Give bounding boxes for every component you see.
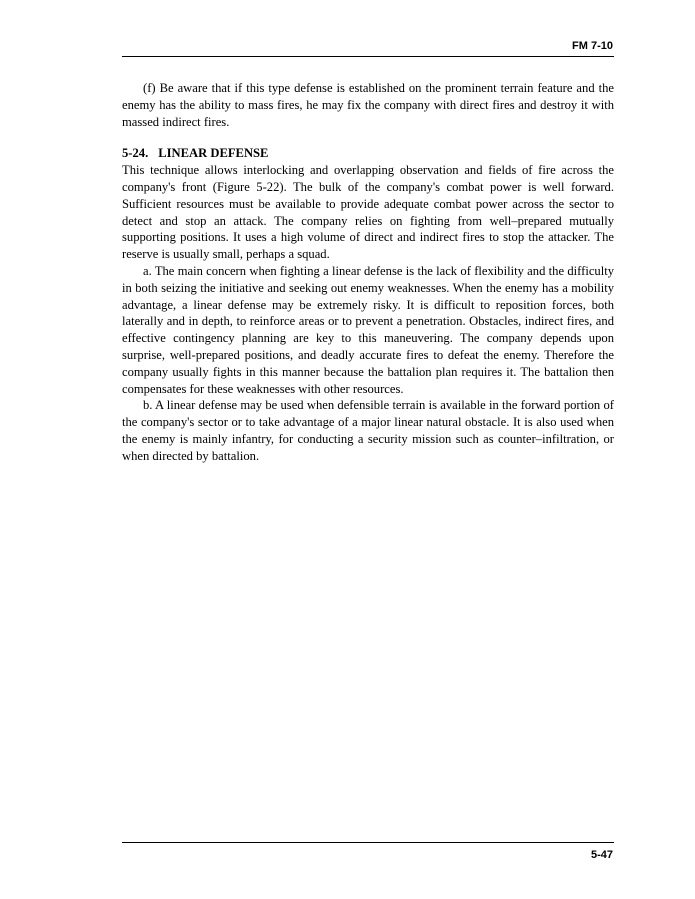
paragraph-a: a. The main concern when fighting a linear defense is the lack of flexibility and the difficulty in both seizing the initiative and seeking out enemy weaknesses. When the enemy has a mobility advantage, a linear defense may be extremely risky. It is difficult to reposition forces, both laterally and in depth, to reinforce areas or to prevent a penetration. Obstacles, indirect fires, and effective contingency planning are key to this maneuvering. The company depends upon surprise, well-prepared positions, and deadly accurate fires to defeat the enemy. Therefore the company usually fights in this manner because the battalion plan requires it. The battalion then compensates for these weaknesses with other resources.	[122, 263, 614, 396]
section-intro-paragraph: This technique allows interlocking and overlapping observation and fields of fire across the company's front (Figure 5-22). The bulk of the company's combat power is well forward. Sufficient resources must be available to provide adequate combat power across the sector to detect and stop an attack. The company relies on fighting from well–prepared mutually supporting positions. It uses a high volume of direct and indirect fires to stop the attacker. The reserve is usually small, perhaps a squad.	[122, 163, 614, 262]
section-heading	[122, 145, 614, 162]
section-number: 5-24.	[122, 146, 149, 161]
paragraph-f: (f) Be aware that if this type defense is established on the prominent terrain feature and the enemy has the ability to mass fires, he may fix the company with direct fires and destroy it with massed indirect fires.	[122, 81, 614, 129]
footer-rule	[122, 842, 614, 843]
manual-id-header: FM 7-10	[572, 40, 613, 52]
page-body	[122, 80, 614, 465]
paragraph-b: b. A linear defense may be used when defensible terrain is available in the forward portion of the company's sector or to take advantage of a major linear natural obstacle. It is also used when the enemy is mainly infantry, for conducting a security mission such as counter–infiltration, or when directed by battalion.	[122, 398, 614, 463]
page-number: 5-47	[590, 849, 613, 861]
header-rule	[122, 56, 614, 57]
section-title: LINEAR DEFENSE	[158, 146, 269, 161]
